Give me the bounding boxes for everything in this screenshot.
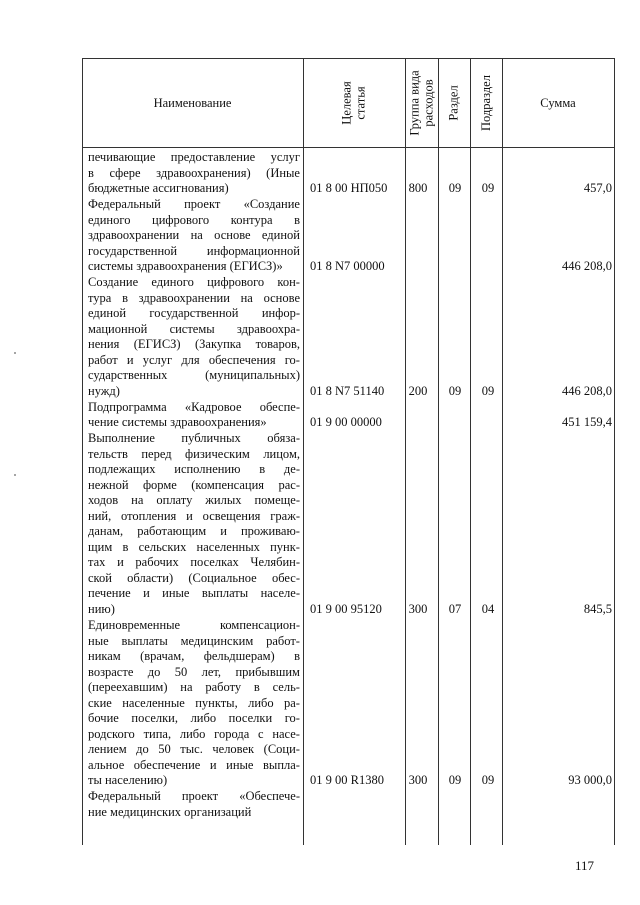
- row-name-line: Создание единого цифрового кон-: [88, 275, 300, 290]
- header-name-label: Наименование: [153, 95, 232, 110]
- row-subsection: 04: [481, 601, 495, 616]
- row-name-line: сударственных (муниципальных): [88, 368, 300, 383]
- row-name-line: альное обеспечение и иные выпла-: [88, 757, 300, 772]
- row-name-line: бюджетные ассигнования): [88, 181, 229, 195]
- row-expense-group: 300: [408, 773, 428, 787]
- row-target-article: 01 9 00 00000: [310, 415, 382, 430]
- row-name-line: работ и услуг для обеспечения го-: [88, 352, 300, 367]
- row-sum: 451 159,4: [562, 415, 612, 430]
- row-name-line: нию): [88, 601, 115, 616]
- row-name-line: здравоохранении на основе единой: [88, 228, 300, 243]
- row-subsection: 09: [481, 383, 495, 398]
- col-border-section: [470, 58, 471, 845]
- row-section: 09: [448, 383, 462, 398]
- row-expense-group: 200: [408, 383, 428, 398]
- row-name-line: Федеральный проект «Обеспече-: [88, 789, 300, 804]
- row-name-line: щим в сельских населенных пунк-: [88, 539, 300, 554]
- header-group: [405, 58, 438, 147]
- row-section: 09: [448, 773, 462, 787]
- row-target-article: 01 8 N7 00000: [310, 259, 385, 274]
- row-section: 07: [448, 601, 462, 616]
- header-section-label: Раздел: [447, 84, 462, 121]
- row-name-line: нения (ЕГИСЗ) (Закупка товаров,: [88, 337, 300, 352]
- col-border-left: [82, 58, 83, 845]
- row-name: [88, 400, 300, 431]
- row-name-line: возрасте до 50 лет, прибывшим: [88, 664, 300, 679]
- row-name-line: государственной информационной: [88, 243, 300, 258]
- row-sum: 446 208,0: [562, 383, 612, 398]
- budget-table: [82, 58, 615, 845]
- row-name-line: ные выплаты медицинским работ-: [88, 633, 300, 648]
- row-name-line: единого цифрового контура в: [88, 212, 300, 227]
- header-name: [82, 58, 303, 147]
- row-name: [88, 431, 300, 617]
- col-border-subsection: [502, 58, 503, 845]
- row-target-article: 01 8 00 НП050: [310, 181, 388, 195]
- header-group-label: Группа вида расходов: [407, 69, 436, 136]
- row-name-line: чение системы здравоохранения»: [88, 415, 267, 430]
- header-subsection: [470, 58, 502, 147]
- row-name-line: нужд): [88, 383, 120, 398]
- row-target-article: 01 9 00 R1380: [310, 773, 384, 787]
- row-sum: 93 000,0: [568, 773, 612, 787]
- row-name-line: Федеральный проект «Создание: [88, 197, 300, 212]
- row-name-line: данам, работающим и проживаю-: [88, 524, 300, 539]
- row-name: [88, 789, 300, 820]
- row-sum: 457,0: [583, 181, 612, 195]
- row-name-line: бочие поселки, либо поселки го-: [88, 711, 300, 725]
- row-name-line: ской области) (Социальное обес-: [88, 570, 300, 585]
- margin-mark: [14, 352, 16, 354]
- row-name-line: печивающие предоставление услуг: [88, 150, 300, 164]
- col-border-group: [438, 58, 439, 845]
- row-section: 09: [448, 181, 462, 195]
- header-bottom-border: [82, 147, 615, 148]
- row-name: [88, 275, 300, 399]
- row-name-line: подлежащих исполнению в де-: [88, 462, 300, 477]
- row-name-line: Единовременные компенсацион-: [88, 618, 300, 632]
- row-name-line: родского типа, либо города с насе-: [88, 726, 300, 741]
- header-sum: [502, 58, 614, 147]
- row-sum: 446 208,0: [562, 259, 612, 274]
- row-name-line: ние медицинских организаций: [88, 804, 252, 819]
- row-name-line: лением до 50 тыс. человек (Соци-: [88, 742, 300, 756]
- row-name-line: тельств перед физическим лицом,: [88, 446, 300, 461]
- row-name-line: печение и иные выплаты населе-: [88, 586, 300, 601]
- row-subsection: 09: [481, 773, 495, 787]
- row-name-line: в сфере здравоохранения) (Иные: [88, 165, 300, 180]
- row-name-line: мационной системы здравоохра-: [88, 321, 300, 336]
- row-target-article: 01 8 N7 51140: [310, 383, 385, 398]
- header-article-label: Целевая статья: [340, 80, 368, 125]
- row-name-line: (переехавшим) на работу в сель-: [88, 680, 300, 694]
- row-name-line: никам (врачам, фельдшерам) в: [88, 649, 300, 663]
- row-name-line: ты населению): [88, 773, 168, 787]
- header-section: [438, 58, 470, 147]
- row-name: [88, 150, 300, 197]
- row-name-line: тура в здравоохранении на основе: [88, 290, 300, 305]
- col-border-article: [405, 58, 406, 845]
- row-sum: 845,5: [583, 601, 612, 616]
- row-name-line: тах и рабочих поселках Челябин-: [88, 555, 300, 570]
- row-expense-group: 300: [408, 601, 428, 616]
- row-subsection: 09: [481, 181, 495, 195]
- margin-mark: [14, 474, 16, 476]
- row-name-line: ний, отопления и освещения граж-: [88, 508, 300, 523]
- row-name-line: системы здравоохранения (ЕГИСЗ)»: [88, 259, 283, 274]
- header-subsection-label: Подраздел: [479, 74, 493, 131]
- row-target-article: 01 9 00 95120: [310, 601, 382, 616]
- col-border-name: [303, 58, 304, 845]
- row-name-line: ходов на оплату жилых помеще-: [88, 493, 300, 508]
- row-expense-group: 800: [408, 181, 428, 195]
- col-border-right: [614, 58, 615, 845]
- header-sum-label: Сумма: [540, 95, 576, 110]
- page-number: 117: [575, 858, 595, 873]
- row-name-line: Выполнение публичных обяза-: [88, 431, 300, 446]
- row-name-line: нежной форме (компенсация рас-: [88, 477, 300, 492]
- header-article: [303, 58, 405, 147]
- row-name-line: ские населенные пункты, либо ра-: [88, 695, 300, 710]
- row-name-line: единой государственной инфор-: [88, 306, 300, 321]
- row-name-line: Подпрограмма «Кадровое обеспе-: [88, 399, 300, 414]
- row-name: [88, 197, 300, 275]
- row-name: [88, 618, 300, 789]
